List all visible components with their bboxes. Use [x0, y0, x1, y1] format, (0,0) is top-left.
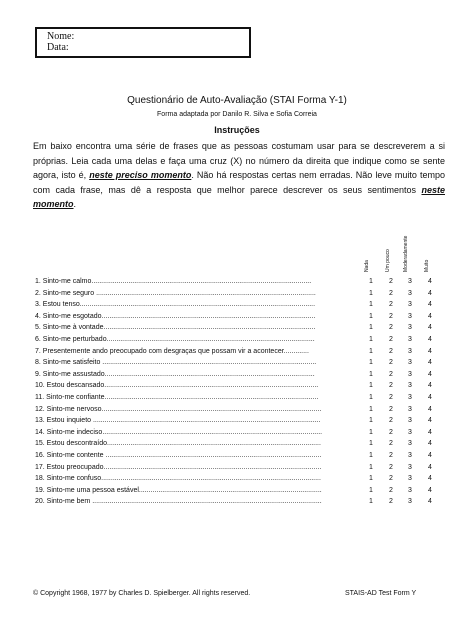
scale-option[interactable]: 2: [389, 405, 393, 413]
item-text: 15. Estou descontraído..............................................................................................................: [35, 440, 321, 448]
scale-option[interactable]: 3: [408, 289, 412, 297]
scale-option[interactable]: 1: [369, 394, 373, 401]
scale-option[interactable]: 3: [408, 359, 412, 367]
item-text: 16. Sinto-me contente ...............................................................................................................: [35, 452, 322, 459]
instructions-part-2: . Não há respostas certas nem erradas. Não leve muito tempo com cada frase, mas dê a resposta que melhor parece descrever os seus sentimentos: [33, 170, 445, 195]
scale-option[interactable]: 4: [428, 324, 432, 332]
scale-option[interactable]: 4: [428, 428, 432, 436]
scale-option[interactable]: 2: [389, 278, 393, 285]
item-text: 13. Estou inquieto .....................................................................................................................: [35, 417, 321, 425]
item-text: 5. Sinto-me à vontade.............................................................................................................: [35, 324, 316, 332]
form-code: STAIS-AD Test Form Y: [345, 590, 417, 597]
item-text: 9. Sinto-me assustado............................................................................................................: [35, 370, 315, 378]
scale-option[interactable]: 1: [369, 301, 373, 309]
scale-option[interactable]: 4: [428, 382, 432, 390]
scale-option[interactable]: 2: [389, 312, 393, 320]
item-text: 7. Presentemente ando preocupado com desgraças que possam vir a acontecer.............: [35, 347, 309, 355]
scale-option[interactable]: 3: [408, 394, 412, 401]
column-header-um-pouco: Um pouco: [385, 249, 391, 272]
scale-option[interactable]: 3: [408, 463, 412, 471]
scale-option[interactable]: 1: [369, 486, 373, 494]
scale-option[interactable]: 4: [428, 486, 432, 494]
scale-option[interactable]: 1: [369, 417, 373, 425]
scale-option[interactable]: 2: [389, 301, 393, 309]
scale-option[interactable]: 2: [389, 336, 393, 343]
scale-option[interactable]: 2: [389, 475, 393, 483]
scale-option[interactable]: 2: [389, 498, 393, 506]
column-header-muito: Muito: [424, 259, 430, 272]
item-text: 6. Sinto-me perturbado...........................................................................................................: [35, 336, 315, 343]
scale-option[interactable]: 2: [389, 452, 393, 459]
scale-option[interactable]: 1: [369, 347, 373, 355]
scale-option[interactable]: 3: [408, 370, 412, 378]
item-text: 18. Sinto-me confuso.................................................................................................................: [35, 475, 321, 483]
scale-option[interactable]: 4: [428, 289, 432, 297]
instructions-heading: Instruções: [214, 125, 260, 135]
scale-option[interactable]: 3: [408, 452, 412, 459]
scale-option[interactable]: 3: [408, 498, 412, 506]
instructions-emphasis-1: neste preciso momento: [89, 170, 192, 180]
document-title: Questionário de Auto-Avaliação (STAI Forma Y-1): [127, 95, 347, 106]
scale-option[interactable]: 3: [408, 347, 412, 355]
scale-option[interactable]: 3: [408, 405, 412, 413]
scale-option[interactable]: 1: [369, 278, 373, 285]
instructions-part-3: .: [73, 199, 77, 209]
scale-option[interactable]: 3: [408, 336, 412, 343]
scale-option[interactable]: 4: [428, 463, 432, 471]
document-subtitle: Forma adaptada por Danilo R. Silva e Sofia Correia: [157, 111, 317, 118]
scale-option[interactable]: 1: [369, 324, 373, 332]
scale-option[interactable]: 1: [369, 405, 373, 413]
scale-option[interactable]: 1: [369, 289, 373, 297]
scale-option[interactable]: 1: [369, 452, 373, 459]
scale-option[interactable]: 4: [428, 301, 432, 309]
scale-option[interactable]: 3: [408, 278, 412, 285]
date-label: Data:: [47, 42, 69, 53]
scale-option[interactable]: 4: [428, 278, 432, 285]
scale-option[interactable]: 2: [389, 289, 393, 297]
scale-option[interactable]: 4: [428, 405, 432, 413]
scale-option[interactable]: 3: [408, 382, 412, 390]
scale-option[interactable]: 3: [408, 417, 412, 425]
scale-option[interactable]: 1: [369, 463, 373, 471]
scale-option[interactable]: 1: [369, 498, 373, 506]
item-text: 11. Sinto-me confiante..............................................................................................................: [35, 394, 319, 401]
scale-option[interactable]: 4: [428, 498, 432, 506]
item-text: 2. Sinto-me seguro .................................................................................................................: [35, 289, 316, 297]
scale-option[interactable]: 4: [428, 336, 432, 343]
scale-option[interactable]: 3: [408, 440, 412, 448]
scale-option[interactable]: 4: [428, 370, 432, 378]
scale-option[interactable]: 4: [428, 359, 432, 367]
scale-option[interactable]: 1: [369, 370, 373, 378]
item-text: 4. Sinto-me esgotado..............................................................................................................: [35, 312, 316, 320]
scale-option[interactable]: 1: [369, 428, 373, 436]
item-text: 8. Sinto-me satisfeito ..............................................................................................................: [35, 359, 317, 367]
instructions-text: [33, 139, 445, 212]
item-text: 17. Estou preocupado................................................................................................................: [35, 463, 322, 471]
scale-option[interactable]: 4: [428, 440, 432, 448]
scale-option[interactable]: 4: [428, 452, 432, 459]
scale-option[interactable]: 2: [389, 370, 393, 378]
scale-option[interactable]: 1: [369, 312, 373, 320]
scale-option[interactable]: 2: [389, 324, 393, 332]
copyright-notice: © Copyright 1968, 1977 by Charles D. Spielberger. All rights reserved.: [33, 590, 251, 597]
scale-option[interactable]: 4: [428, 347, 432, 355]
item-text: 20. Sinto-me bem ......................................................................................................................: [35, 498, 322, 506]
scale-option[interactable]: 2: [389, 463, 393, 471]
scale-option[interactable]: 1: [369, 475, 373, 483]
item-text: 14. Sinto-me indeciso.................................................................................................................: [35, 428, 323, 436]
instructions-emphasis-2: neste momento: [33, 184, 445, 209]
scale-option[interactable]: 4: [428, 417, 432, 425]
item-text: 12. Sinto-me nervoso.................................................................................................................: [35, 405, 322, 413]
scale-option[interactable]: 2: [389, 382, 393, 390]
column-header-moderadamente: Moderadamente: [403, 235, 409, 272]
scale-option[interactable]: 4: [428, 312, 432, 320]
scale-option[interactable]: 2: [389, 428, 393, 436]
instructions-part-1: Em baixo encontra uma série de frases que as pessoas costumam usar para se descreverem a si próprias. Leia cada uma delas e faça uma cruz (X) no número da direita que indique como se sente agora, isto é,: [33, 141, 445, 180]
scale-option[interactable]: 3: [408, 312, 412, 320]
item-text: 10. Estou descansado..............................................................................................................: [35, 382, 319, 390]
item-text: 1. Sinto-me calmo.................................................................................................................: [35, 278, 312, 285]
name-label: Nome:: [47, 31, 75, 42]
scale-option[interactable]: 3: [408, 475, 412, 483]
scale-option[interactable]: 2: [389, 417, 393, 425]
scale-option[interactable]: 2: [389, 440, 393, 448]
scale-option[interactable]: 2: [389, 486, 393, 494]
scale-option[interactable]: 3: [408, 301, 412, 309]
name-date-box: [35, 27, 251, 58]
scale-option[interactable]: 1: [369, 336, 373, 343]
scale-option[interactable]: 1: [369, 440, 373, 448]
scale-option[interactable]: 2: [389, 359, 393, 367]
scale-option[interactable]: 1: [369, 382, 373, 390]
column-header-nada: Nada: [364, 260, 370, 272]
scale-option[interactable]: 1: [369, 359, 373, 367]
scale-option[interactable]: 2: [389, 394, 393, 401]
item-text: 3. Estou tenso.........................................................................................................................: [35, 301, 316, 309]
scale-option[interactable]: 4: [428, 475, 432, 483]
scale-option[interactable]: 3: [408, 486, 412, 494]
scale-option[interactable]: 3: [408, 428, 412, 436]
item-text: 19. Sinto-me uma pessoa estável..............................................................................................: [35, 486, 322, 494]
scale-option[interactable]: 2: [389, 347, 393, 355]
scale-option[interactable]: 4: [428, 394, 432, 401]
scale-option[interactable]: 3: [408, 324, 412, 332]
